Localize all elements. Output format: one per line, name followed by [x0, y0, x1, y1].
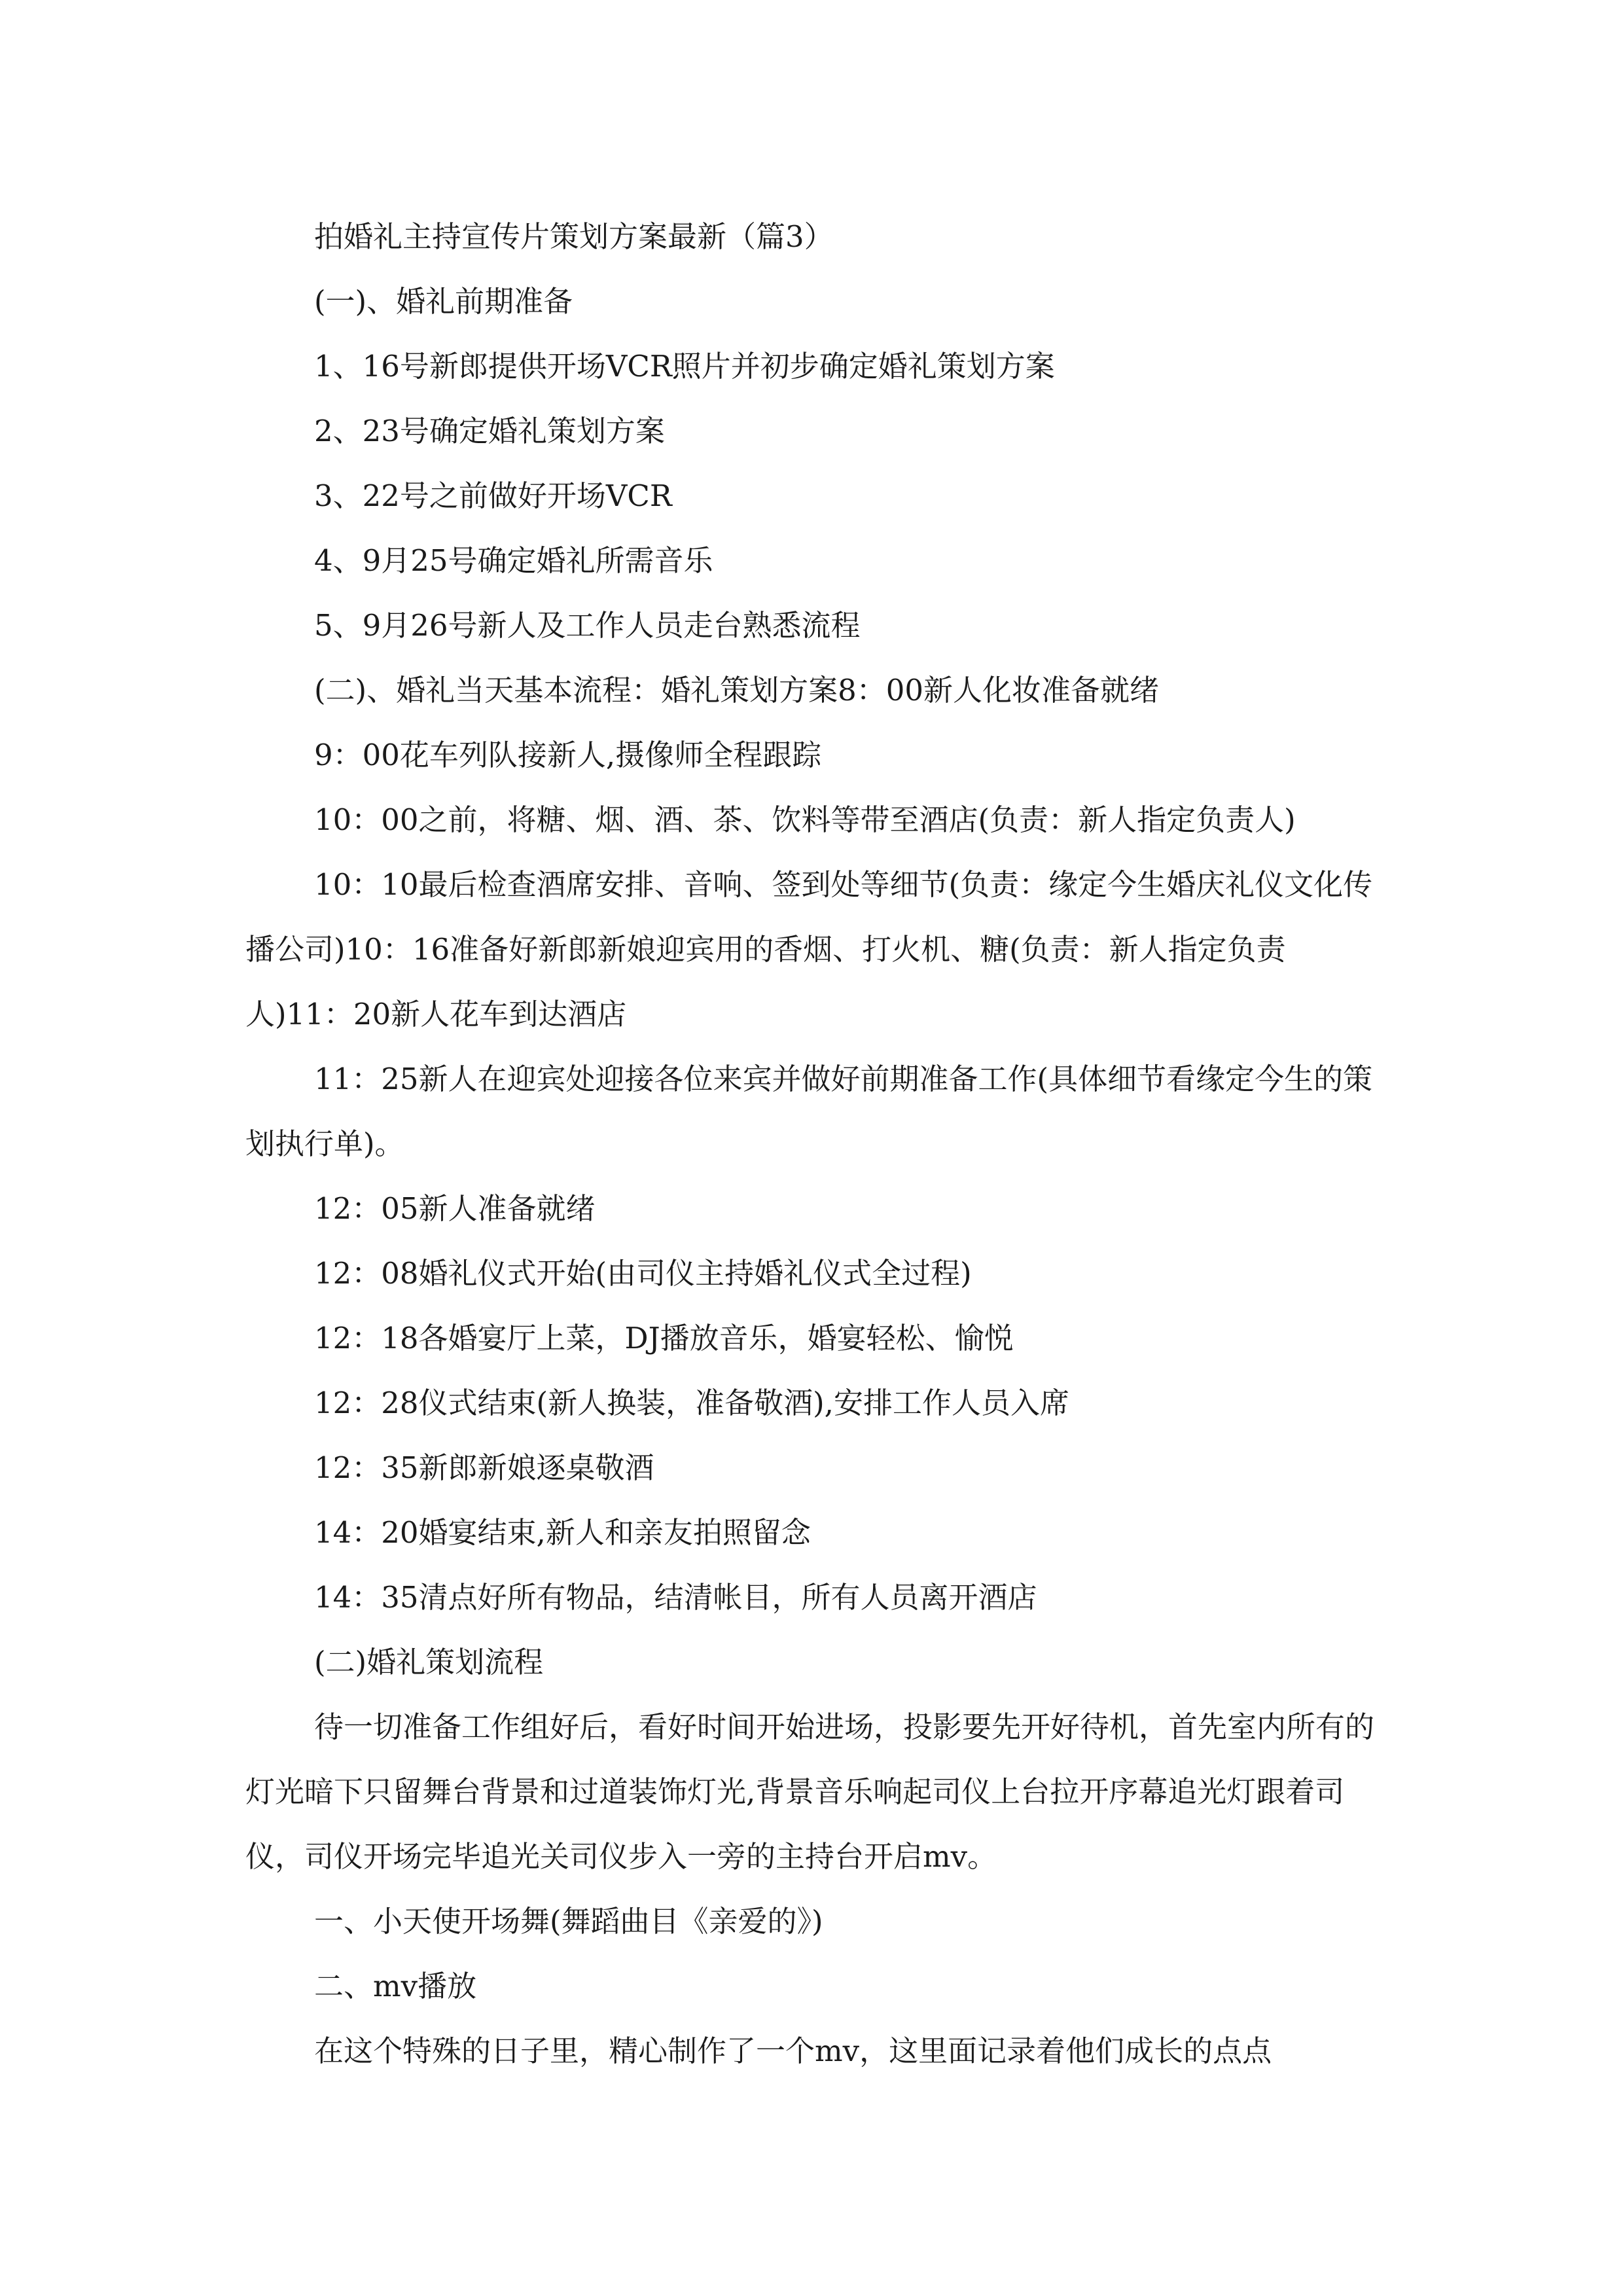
paragraph: 12：28仪式结束(新人换装，准备敬酒),安排工作人员入席: [314, 1386, 1069, 1420]
paragraph: 10：10最后检查酒席安排、音响、签到处等细节(负责：缘定今生婚庆礼仪文化传播公司)10：16准备好新郎新娘迎宾用的香烟、打火机、糖(负责：新人指定负责人)11：20新人花车到达酒店: [245, 867, 1373, 1031]
paragraph: 4、9月25号确定婚礼所需音乐: [314, 543, 713, 578]
paragraph: 待一切准备工作组好后，看好时间开始进场，投影要先开好待机，首先室内所有的灯光暗下只留舞台背景和过道装饰灯光,背景音乐响起司仪上台拉开序幕追光灯跟着司仪，司仪开场完毕追光关司仪步入一旁的主持台开启mv。: [245, 1710, 1375, 1874]
paragraph: 二、mv播放: [314, 1969, 477, 2003]
paragraph: 在这个特殊的日子里，精心制作了一个mv，这里面记录着他们成长的点点: [314, 2034, 1272, 2068]
document-title: 拍婚礼主持宣传片策划方案最新（篇3）: [314, 219, 834, 254]
paragraph: (二)婚礼策划流程: [314, 1645, 544, 1679]
paragraph: 2、23号确定婚礼策划方案: [314, 414, 665, 448]
paragraph: (一)、婚礼前期准备: [314, 284, 573, 319]
paragraph: 12：18各婚宴厅上菜，DJ播放音乐，婚宴轻松、愉悦: [314, 1321, 1014, 1355]
document-body: [245, 204, 1381, 2083]
paragraph: 14：20婚宴结束,新人和亲友拍照留念: [314, 1515, 811, 1550]
paragraph: 1、16号新郎提供开场VCR照片并初步确定婚礼策划方案: [314, 349, 1055, 384]
paragraph: 一、小天使开场舞(舞蹈曲目《亲爱的》): [314, 1904, 823, 1939]
paragraph: 12：08婚礼仪式开始(由司仪主持婚礼仪式全过程): [314, 1256, 972, 1291]
paragraph: 14：35清点好所有物品，结清帐目，所有人员离开酒店: [314, 1580, 1037, 1615]
paragraph: 11：25新人在迎宾处迎接各位来宾并做好前期准备工作(具体细节看缘定今生的策划执行单)。: [245, 1062, 1373, 1161]
paragraph: 12：35新郎新娘逐桌敬酒: [314, 1450, 654, 1485]
paragraph: (二)、婚礼当天基本流程：婚礼策划方案8：00新人化妆准备就绪: [314, 673, 1160, 708]
paragraph: 3、22号之前做好开场VCR: [314, 478, 672, 513]
paragraph: 5、9月26号新人及工作人员走台熟悉流程: [314, 608, 861, 643]
paragraph: 10：00之前，将糖、烟、酒、茶、饮料等带至酒店(负责：新人指定负责人): [314, 802, 1296, 837]
paragraph: 9：00花车列队接新人,摄像师全程跟踪: [314, 738, 822, 772]
paragraph: 12：05新人准备就绪: [314, 1191, 596, 1226]
